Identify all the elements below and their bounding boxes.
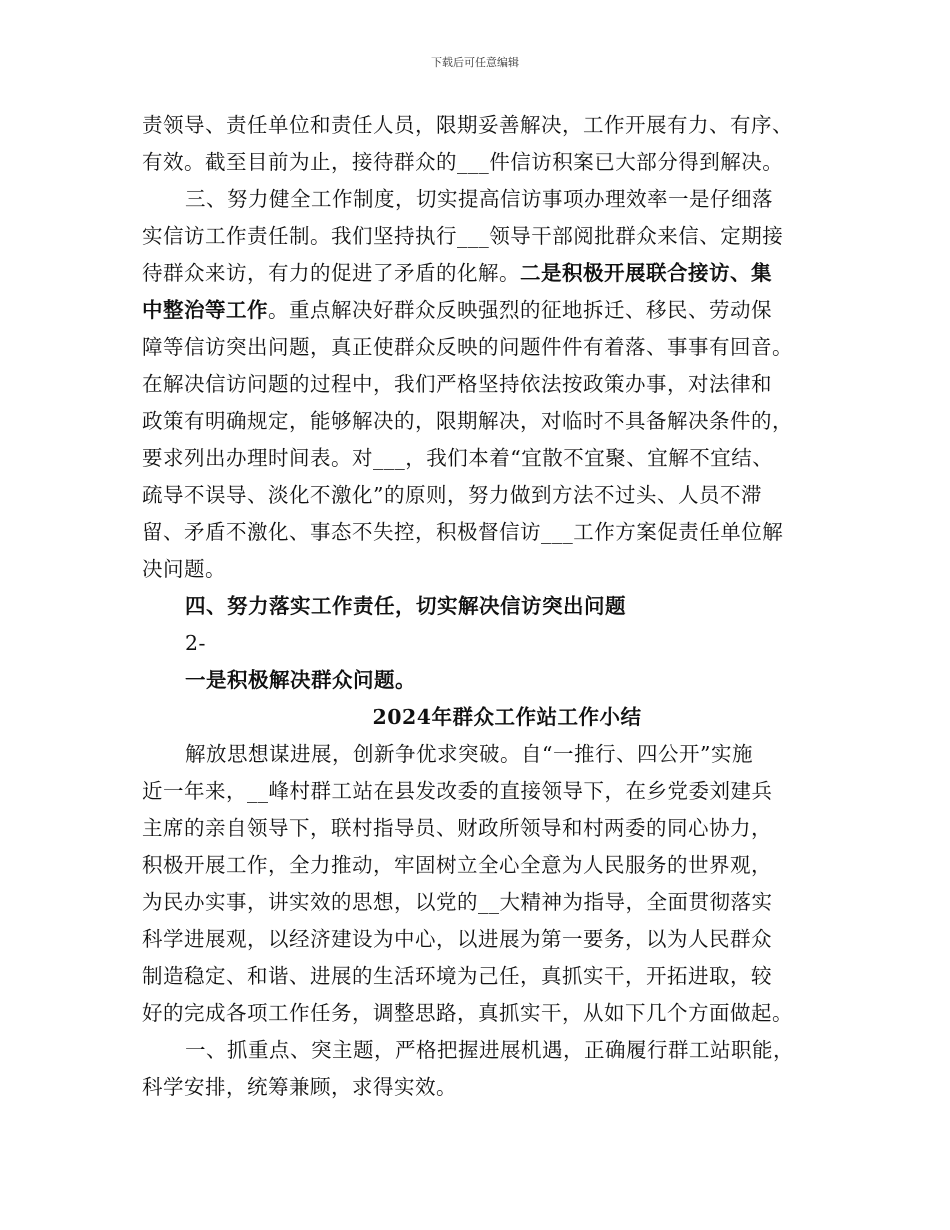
paragraph-line: 决问题。: [142, 557, 226, 581]
paragraph-line: 有效。截至目前为止，接待群众的___件信访积案已大部分得到解决。: [142, 150, 784, 174]
paragraph-line: 留、矛盾不激化、事态不失控，积极督信访___工作方案促责任单位解: [142, 520, 784, 544]
sub-heading: 一是积极解决群众问题。: [185, 668, 416, 692]
paragraph-line: 近一年来，__峰村群工站在县发改委的直接领导下，在乡党委刘建兵: [142, 779, 773, 803]
bold-text-span: 二是积极开展联合接访、集: [520, 261, 772, 285]
bold-text-span: 中整治等工作: [142, 298, 268, 322]
paragraph-line: 科学安排，统筹兼顾，求得实效。: [142, 1075, 457, 1099]
paragraph-line: [142, 292, 832, 329]
section-heading: 四、努力落实工作责任，切实解决信访突出问题: [185, 594, 626, 618]
paragraph-line: 在解决信访问题的过程中，我们严格坚持依法按政策办事，对法律和: [142, 372, 772, 396]
paragraph-line: 实信访工作责任制。我们坚持执行___领导干部阅批群众来信、定期接: [142, 224, 784, 248]
paragraph-line: 好的完成各项工作任务，调整思路，真抓实干，从如下几个方面做起。: [142, 1001, 793, 1025]
paragraph-line: 积极开展工作，全力推动，牢固树立全心全意为人民服务的世界观，: [142, 853, 772, 877]
paragraph-line: 障等信访突出问题，真正使群众反映的问题件件有着落、事事有回音。: [142, 335, 793, 359]
text-span: 待群众来访，有力的促进了矛盾的化解。: [142, 261, 520, 285]
paragraph-line: 责领导、责任单位和责任人员，限期妥善解决，工作开展有力、有序、: [142, 113, 793, 137]
page-header: 下载后可任意编辑: [431, 56, 519, 69]
paragraph-line: 解放思想谋进展，创新争优求突破。自“一推行、四公开”实施: [185, 742, 753, 766]
paragraph-line: 制造稳定、和谐、进展的生活环境为己任，真抓实干，开拓进取，较: [142, 964, 772, 988]
page-number: 2-: [185, 631, 206, 655]
paragraph-line: 为民办实事，讲实效的思想，以党的__大精神为指导，全面贯彻落实: [142, 890, 773, 914]
document-body: [142, 107, 832, 1106]
paragraph-line: 疏导不误导、淡化不激化”的原则，努力做到方法不过头、人员不滞: [142, 483, 762, 507]
paragraph-line: 主席的亲自领导下，联村指导员、财政所领导和村两委的同心协力，: [142, 816, 772, 840]
paragraph-line: 政策有明确规定，能够解决的，限期解决，对临时不具备解决条件的，: [142, 409, 793, 433]
document-title: 2024年群众工作站工作小结: [372, 705, 642, 729]
paragraph-line: 一、抓重点、突主题，严格把握进展机遇，正确履行群工站职能，: [185, 1038, 794, 1062]
paragraph-line: 科学进展观，以经济建设为中心，以进展为第一要务，以为人民群众: [142, 927, 772, 951]
text-span: 。重点解决好群众反映强烈的征地拆迁、移民、劳动保: [268, 298, 772, 322]
paragraph-line: 三、努力健全工作制度，切实提高信访事项办理效率一是仔细落: [185, 187, 773, 211]
paragraph-line: [142, 255, 832, 292]
paragraph-line: 要求列出办理时间表。对___，我们本着“宜散不宜聚、宜解不宜结、: [142, 446, 774, 470]
